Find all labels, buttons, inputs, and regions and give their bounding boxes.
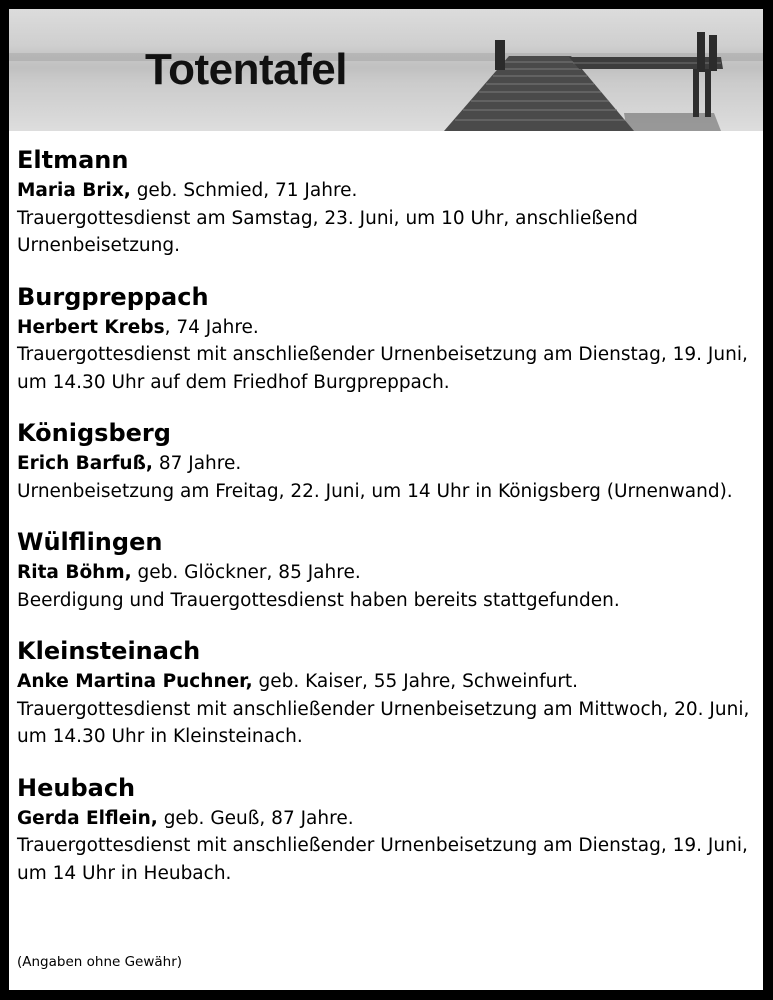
entry-text (17, 559, 759, 614)
disclaimer-note: (Angaben ohne Gewähr) (17, 954, 183, 970)
obituary-list (17, 145, 759, 909)
jetty-photo (9, 9, 763, 131)
service-info: Trauergottesdienst mit anschließender Urnenbeisetzung am Mittwoch, 20. Juni, um 14.30 Uhr in Kleinsteinach. (17, 698, 750, 747)
obituary-entry (17, 282, 759, 397)
place-heading: Königsberg (17, 419, 171, 447)
obituary-entry (17, 636, 759, 751)
page-title: Totentafel (145, 45, 347, 94)
deceased-details: , 74 Jahre. (164, 316, 259, 338)
deceased-name: Anke Martina Puchner, (17, 671, 253, 692)
deceased-name: Erich Barfuß, (17, 453, 153, 474)
entry-text (17, 450, 759, 505)
place-heading: Wülflingen (17, 528, 163, 556)
entry-text (17, 668, 759, 751)
deceased-details: geb. Glöckner, 85 Jahre. (131, 562, 361, 583)
obituary-entry (17, 773, 759, 888)
banner (9, 9, 763, 131)
service-info: Beerdigung und Trauergottesdienst haben bereits stattgefunden. (17, 589, 620, 611)
deceased-name: Gerda Elflein, (17, 807, 158, 829)
obituary-page (9, 9, 763, 990)
deceased-details: geb. Geuß, 87 Jahre. (157, 807, 354, 829)
place-heading: Kleinsteinach (17, 637, 201, 665)
entry-text (17, 177, 759, 260)
deceased-details: geb. Kaiser, 55 Jahre, Schweinfurt. (252, 671, 579, 692)
entry-text (17, 314, 759, 397)
service-info: Urnenbeisetzung am Freitag, 22. Juni, um 14 Uhr in Königsberg (Urnenwand). (17, 480, 733, 502)
deceased-name: Rita Böhm, (17, 562, 132, 583)
place-heading: Eltmann (17, 146, 129, 174)
service-info: Trauergottesdienst am Samstag, 23. Juni, um 10 Uhr, anschließend Urnenbeisetzung. (17, 207, 638, 256)
obituary-entry (17, 145, 759, 260)
obituary-entry (17, 418, 759, 505)
place-heading: Burgpreppach (17, 282, 209, 311)
service-info: Trauergottesdienst mit anschließender Urnenbeisetzung am Dienstag, 19. Juni, um 14 Uhr in Heubach. (17, 835, 748, 884)
entry-text (17, 805, 759, 888)
deceased-details: geb. Schmied, 71 Jahre. (130, 180, 358, 201)
deceased-name: Herbert Krebs (17, 316, 165, 338)
place-heading: Heubach (17, 773, 136, 802)
deceased-name: Maria Brix, (17, 180, 131, 201)
obituary-entry (17, 527, 759, 614)
deceased-details: 87 Jahre. (152, 453, 242, 474)
service-info: Trauergottesdienst mit anschließender Urnenbeisetzung am Dienstag, 19. Juni, um 14.30 Uhr auf dem Friedhof Burgpreppach. (17, 344, 748, 393)
